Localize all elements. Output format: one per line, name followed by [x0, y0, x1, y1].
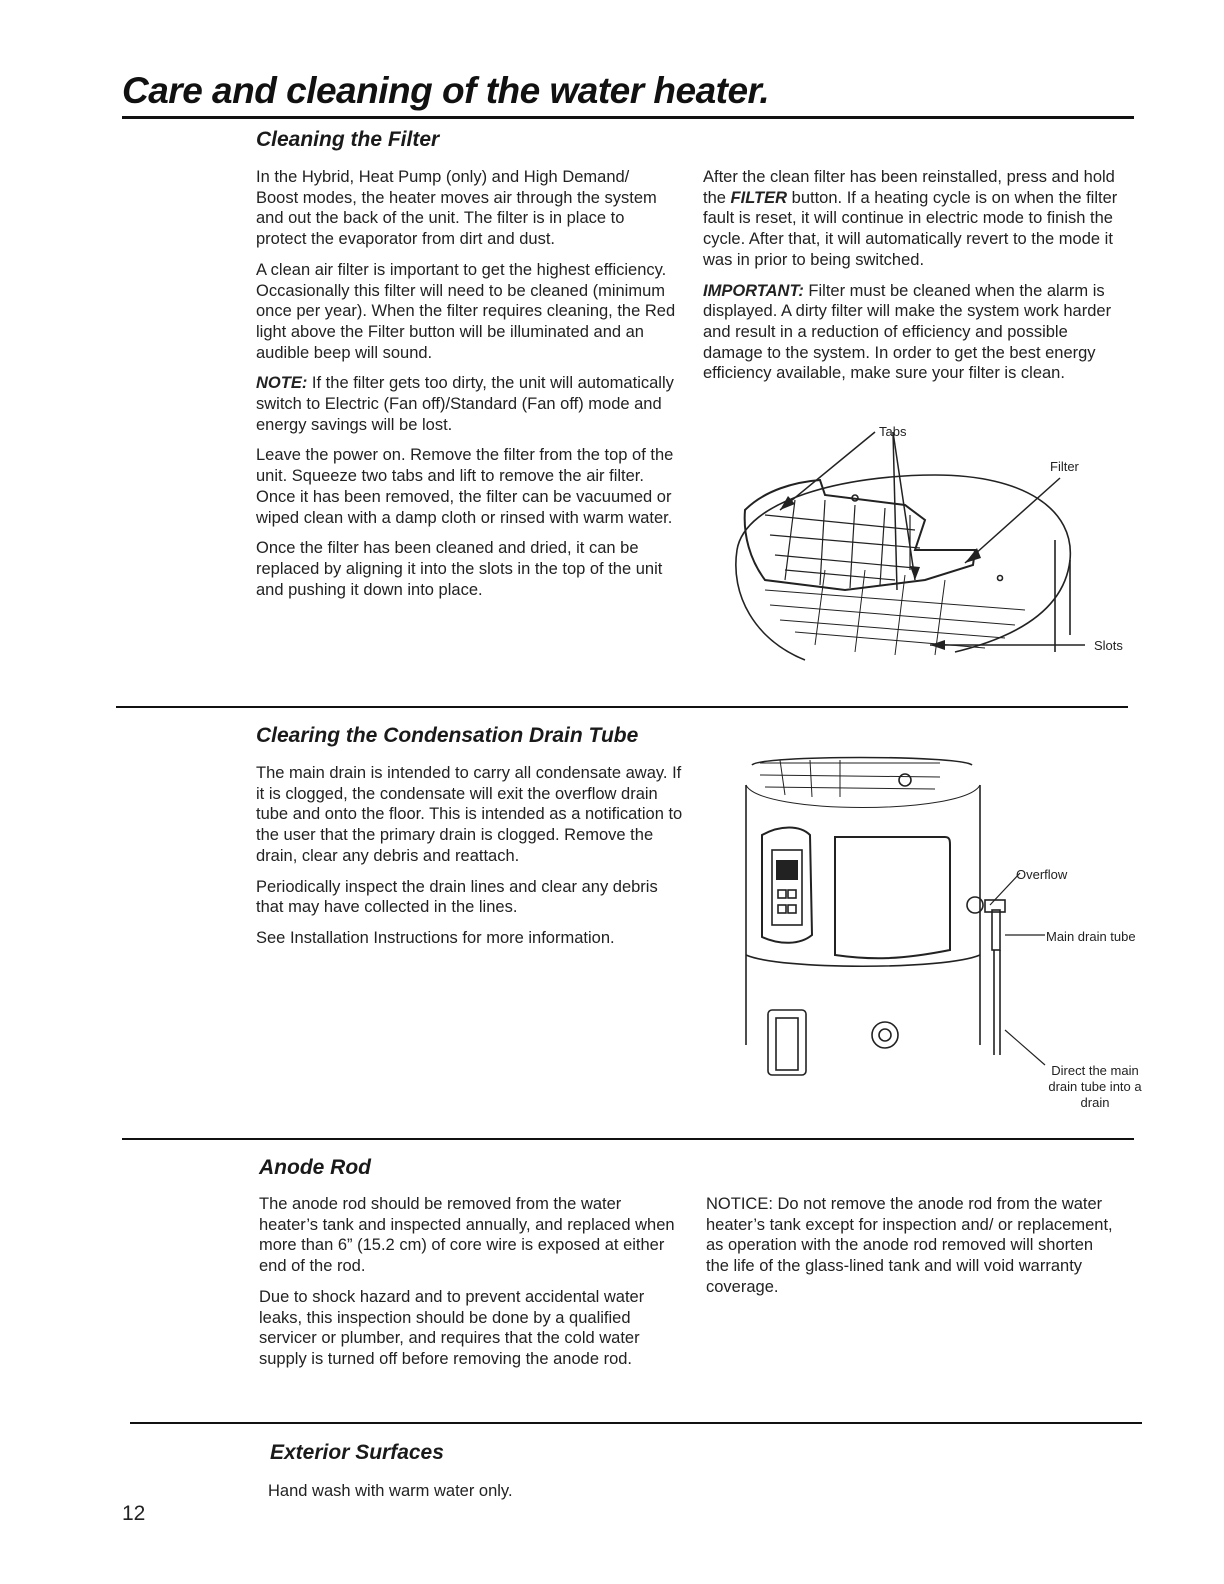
anode-left-column [259, 1194, 684, 1380]
main-drain-label: Main drain tube [1046, 929, 1136, 944]
anode-section-heading: Anode Rod [259, 1156, 371, 1179]
note-label: NOTE: [256, 374, 308, 393]
note-text: If the filter gets too dirty, the unit will automatically switch to Electric (Fan off)/Standard (Fan off) mode and energy savings will be lost. [256, 374, 674, 434]
drain-section-heading: Clearing the Condensation Drain Tube [256, 724, 639, 747]
filter-button-label: FILTER [730, 188, 788, 207]
page-number: 12 [122, 1502, 146, 1525]
direct-drain-label: Direct the main drain tube into a drain [1048, 1063, 1142, 1110]
filter-label: Filter [1050, 459, 1079, 474]
anode-right-column [706, 1194, 1116, 1308]
drain-para-1: The main drain is intended to carry all condensate away. If it is clogged, the condensate will exit the overflow drain tube and onto the floor. This is intended as a notification to the user that the primary drain is clogged. Remove the drain, clear any debris and reattach. [256, 764, 683, 865]
section-rule-2 [122, 1138, 1134, 1140]
tabs-label: Tabs [879, 424, 907, 439]
anode-para-1: The anode rod should be removed from the water heater’s tank and inspected annually, and replaced when more than 6” (15.2 cm) of core wire is exposed at either end of the rod. [259, 1195, 675, 1276]
drain-para-2: Periodically inspect the drain lines and clear any debris that may have collected in the lines. [256, 877, 658, 917]
page-title: Care and cleaning of the water heater. [122, 70, 770, 111]
exterior-text: Hand wash with warm water only. [268, 1482, 513, 1500]
important-label: IMPORTANT: [703, 281, 804, 300]
filter-para-2: A clean air filter is important to get the highest efficiency. Occasionally this filter will need to be cleaned (minimum once per year). When the filter requires cleaning, the Red light above the Filter button will be illuminated and an audible beep will sound. [256, 260, 676, 362]
slots-label: Slots [1094, 638, 1123, 653]
filter-para-1: In the Hybrid, Heat Pump (only) and High Demand/ Boost modes, the heater moves air through the system and out the back of the unit. The filter is in place to protect the evaporator from dirt and dust. [256, 168, 657, 249]
overflow-label: Overflow [1016, 867, 1068, 882]
important-text: Filter must be cleaned when the alarm is displayed. A dirty filter will make the system work harder and result in a reduction of efficiency and possible damage to the system. In order to get the best energy efficiency available, make sure your filter is clean. [703, 281, 1112, 383]
filter-right-para-1: After the clean filter has been reinstalled, press and hold the FILTER button. If a heating cycle is on when the filter fault is reset, it will continue in electric mode to finish the cycle. After that, it will automatically revert to the mode it was in prior to being switched. [703, 168, 1118, 269]
drain-column [256, 763, 686, 959]
filter-para-4: Once the filter has been cleaned and dried, it can be replaced by aligning it into the slots in the top of the unit and pushing it down into place. [256, 539, 663, 599]
filter-section-heading: Cleaning the Filter [256, 128, 440, 151]
anode-notice: NOTICE: Do not remove the anode rod from the water heater’s tank except for inspection and/ or replacement, as operation with the anode rod removed will shorten the life of the glass-lined tank and will void warranty coverage. [706, 1195, 1113, 1296]
filter-important [703, 281, 1128, 385]
drain-para-3: See Installation Instructions for more information. [256, 928, 615, 947]
section-rule-3 [130, 1422, 1142, 1424]
section-rule-1 [116, 706, 1128, 708]
filter-para-3: Leave the power on. Remove the filter from the top of the unit. Squeeze two tabs and lift to remove the air filter. Once it has been removed, the filter can be vacuumed or wiped clean with a damp cloth or rinsed with warm water. [256, 446, 674, 527]
anode-para-2: Due to shock hazard and to prevent accidental water leaks, this inspection should be done by a qualified servicer or plumber, and requires that the cold water supply is turned off before removing the anode rod. [259, 1287, 645, 1368]
filter-right-column [703, 167, 1128, 394]
exterior-section-heading: Exterior Surfaces [270, 1441, 444, 1464]
title-rule [122, 116, 1134, 119]
drain-diagram [740, 755, 1060, 1085]
filter-left-column [256, 167, 676, 610]
filter-diagram [725, 420, 1125, 670]
filter-note [256, 373, 676, 435]
